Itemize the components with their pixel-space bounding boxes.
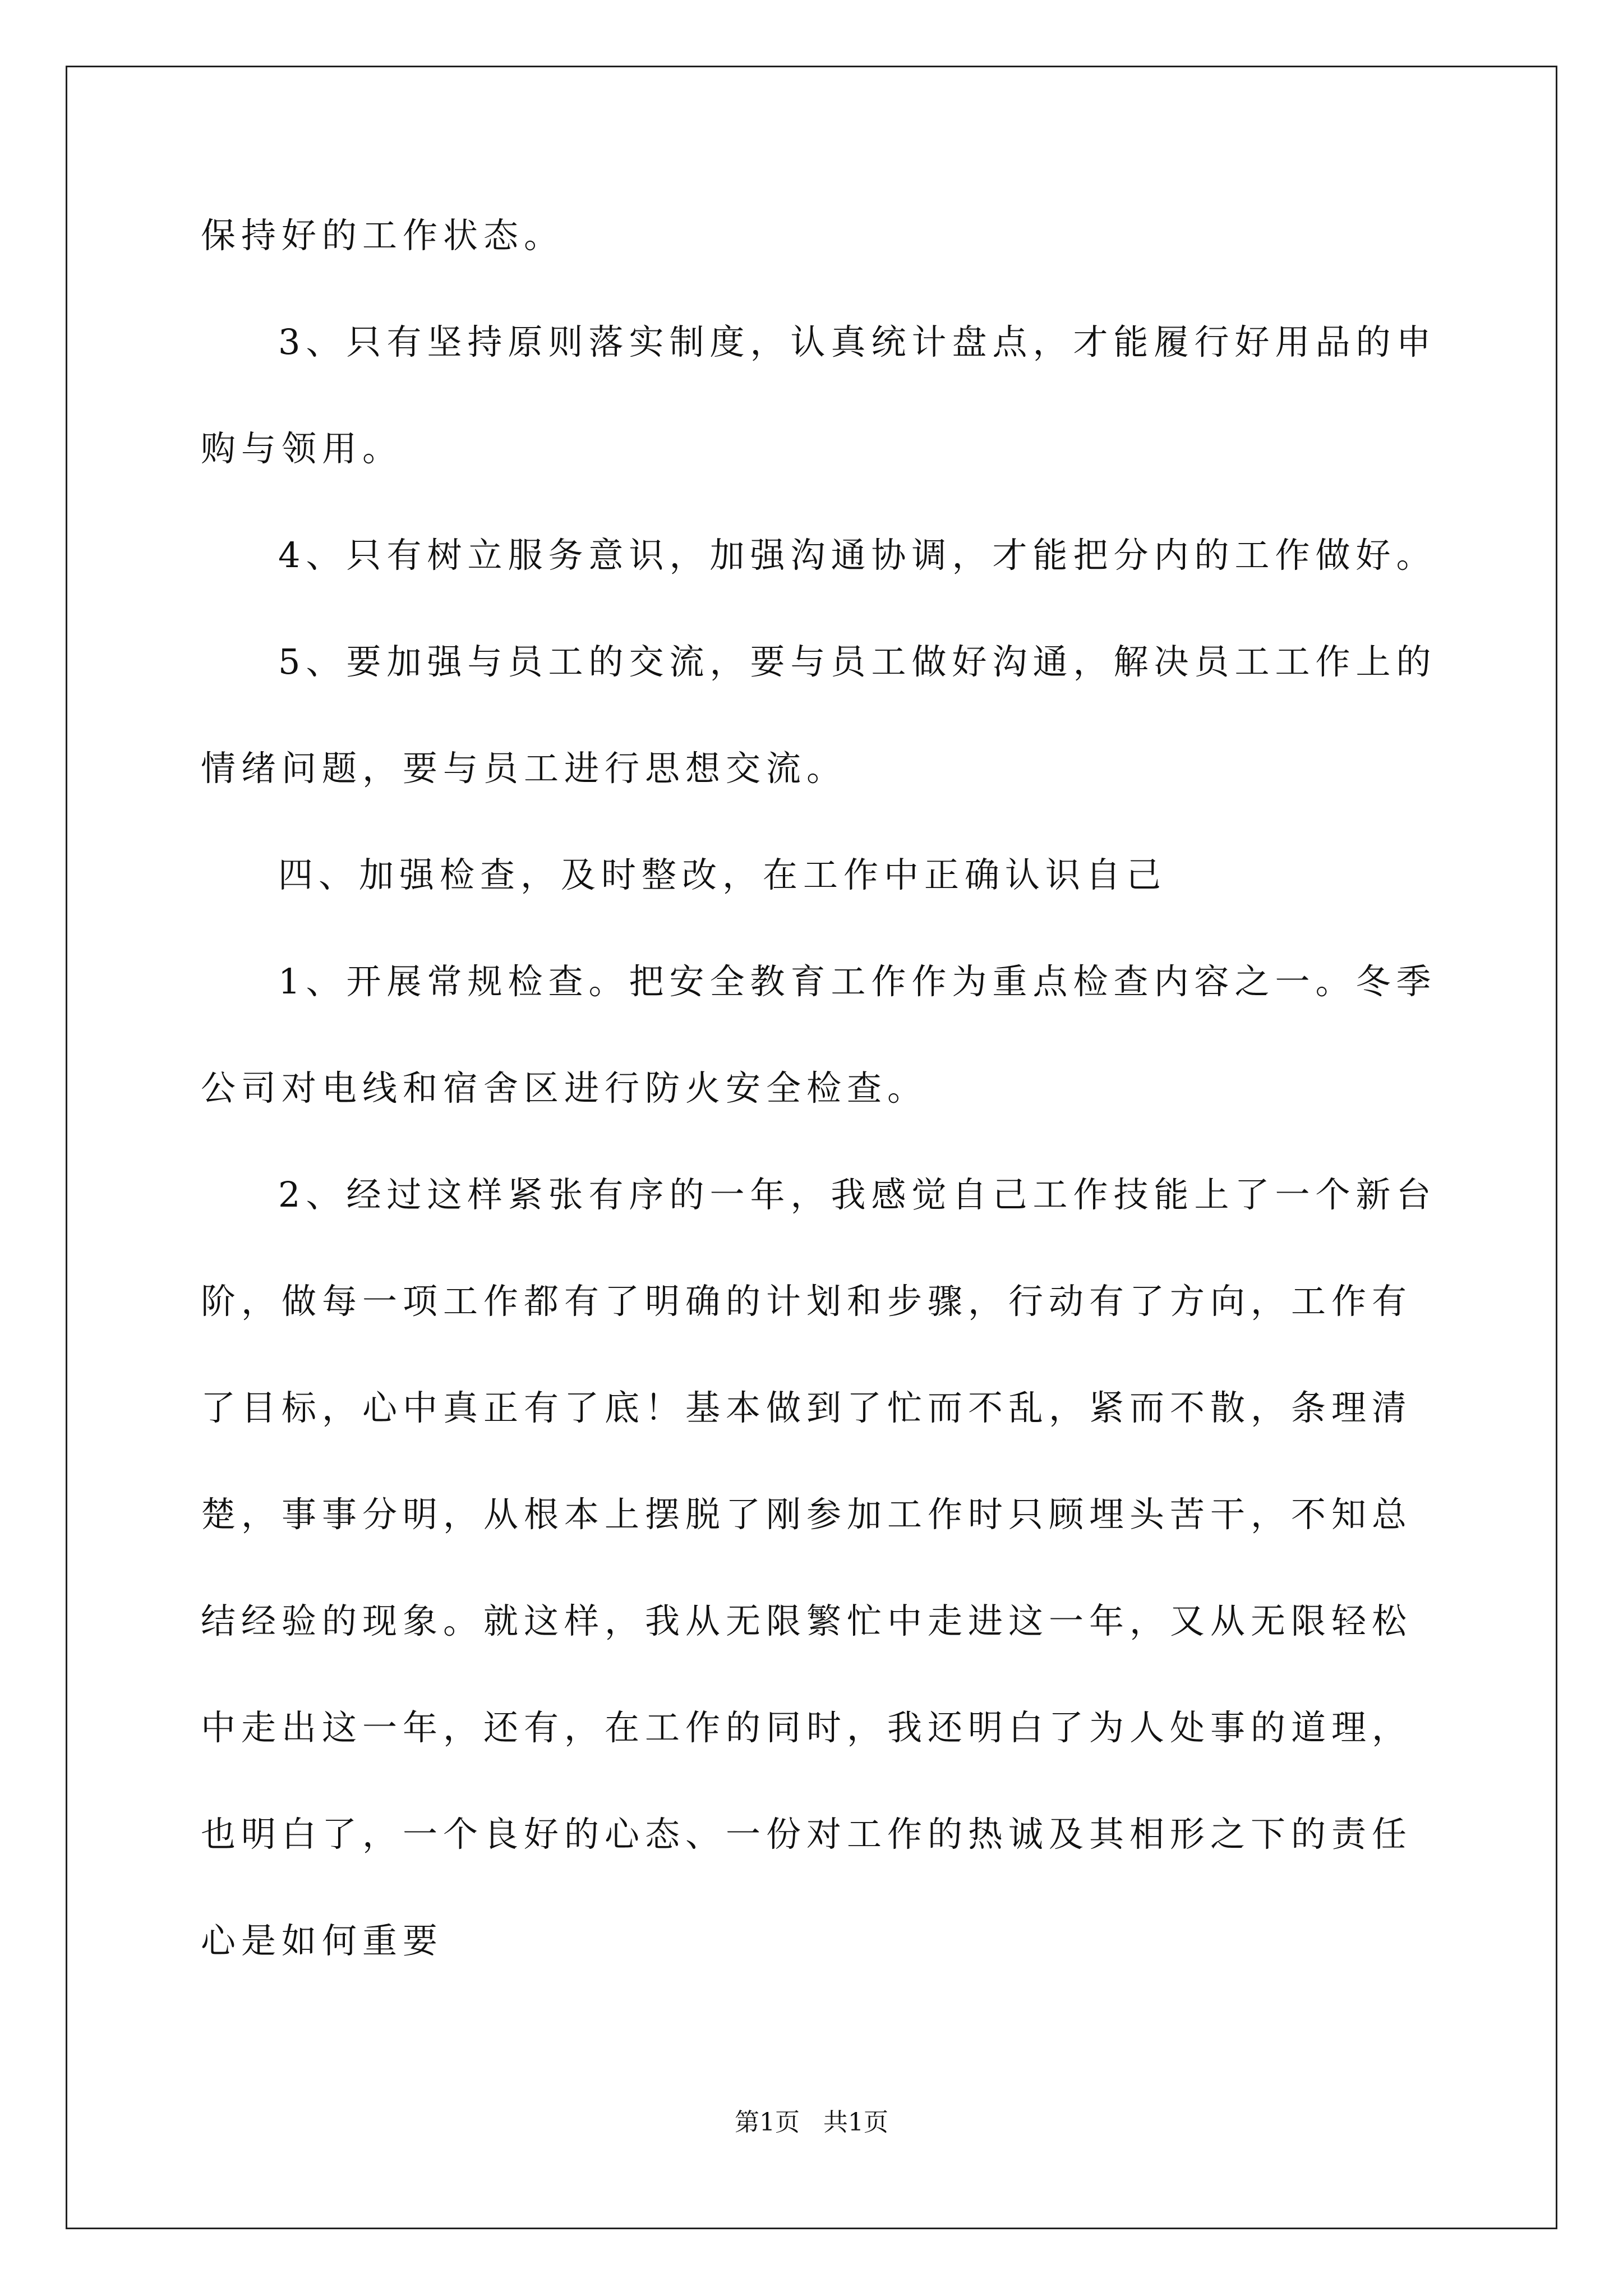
text-line: 情绪问题，要与员工进行思想交流。 — [201, 748, 847, 789]
text-line: 1、开展常规检查。把安全教育工作作为重点检查内容之一。冬季 — [278, 961, 1437, 1002]
text-line: 也明白了，一个良好的心态、一份对工作的热诚及其相形之下的责任 — [201, 1814, 1413, 1855]
text-line: 公司对电线和宿舍区进行防火安全检查。 — [201, 1068, 928, 1108]
text-line: 了目标，心中真正有了底！基本做到了忙而不乱，紧而不散，条理清 — [201, 1387, 1413, 1428]
page-number-footer: 第1页 共1页 — [735, 2108, 888, 2137]
text-line: 楚，事事分明，从根本上摆脱了刚参加工作时只顾埋头苦干，不知总 — [201, 1494, 1413, 1535]
section-heading: 四、加强检查，及时整改，在工作中正确认识自己 — [278, 854, 1167, 895]
text-line: 中走出这一年，还有，在工作的同时，我还明白了为人处事的道理， — [201, 1707, 1413, 1748]
text-line: 阶，做每一项工作都有了明确的计划和步骤，行动有了方向，工作有 — [201, 1281, 1413, 1322]
text-line: 5、要加强与员工的交流，要与员工做好沟通，解决员工工作上的 — [278, 641, 1437, 682]
page-border — [66, 66, 1557, 2229]
text-line: 购与领用。 — [201, 428, 403, 469]
text-line: 心是如何重要 — [201, 1920, 444, 1961]
text-line: 2、经过这样紧张有序的一年，我感觉自己工作技能上了一个新台 — [278, 1174, 1437, 1215]
text-line: 结经验的现象。就这样，我从无限繁忙中走进这一年，又从无限轻松 — [201, 1600, 1413, 1641]
text-line: 4、只有树立服务意识，加强沟通协调，才能把分内的工作做好。 — [278, 535, 1437, 576]
text-line: 3、只有坚持原则落实制度，认真统计盘点，才能履行好用品的申 — [278, 321, 1437, 362]
text-line: 保持好的工作状态。 — [201, 215, 565, 256]
